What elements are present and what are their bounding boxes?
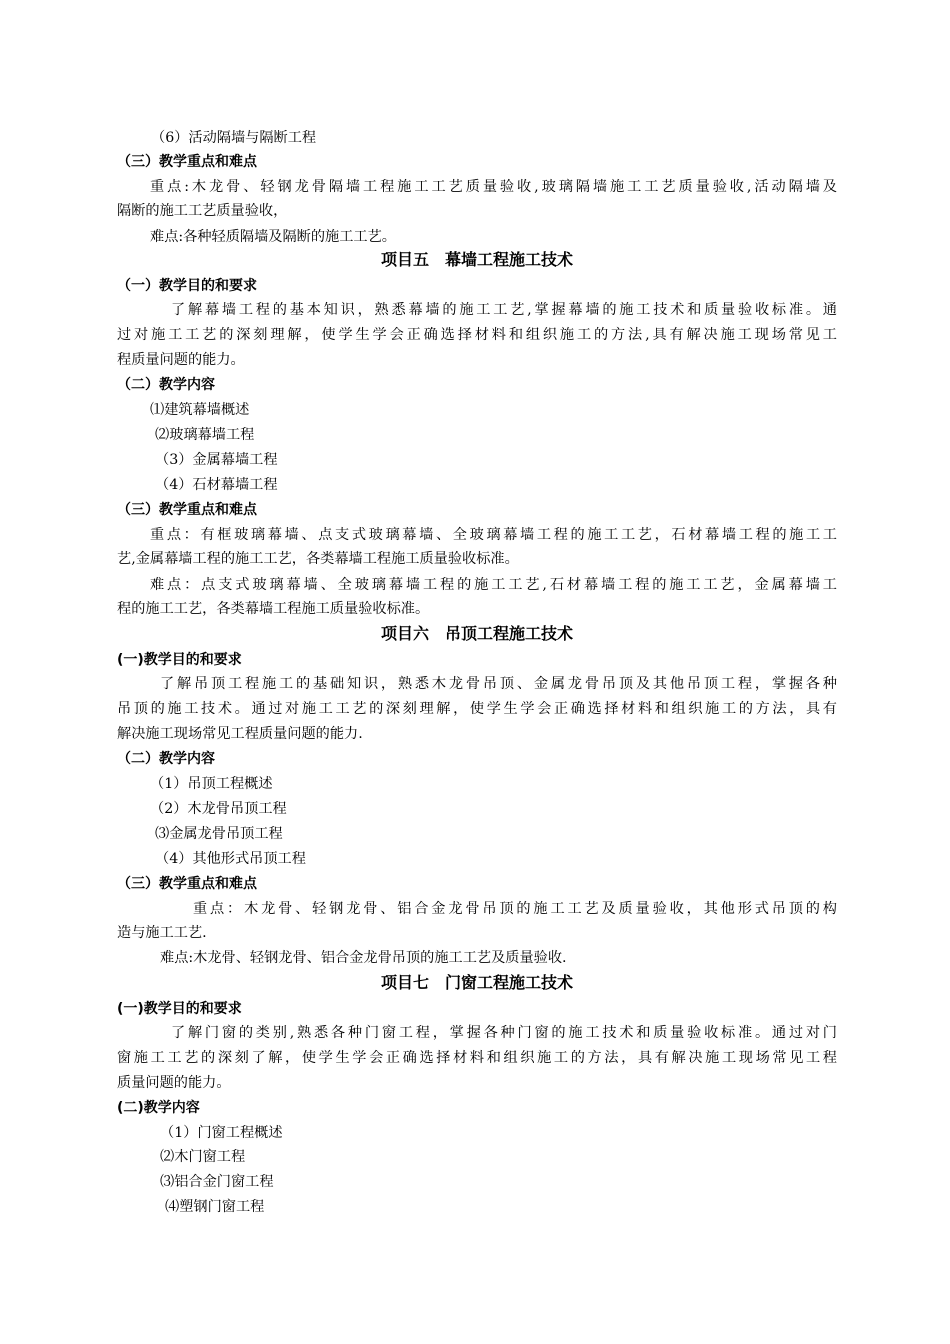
subsection-heading: （二）教学内容 xyxy=(117,377,215,393)
text-line: 了解门窗的类别,熟悉各种门窗工程，掌握各种门窗的施工技术和质量验收标准。通过对门 xyxy=(171,1025,837,1041)
text-line: （2）木龙骨吊顶工程 xyxy=(150,801,287,817)
subsection-heading: （三）教学重点和难点 xyxy=(117,154,257,170)
text-line: ⑶铝合金门窗工程 xyxy=(160,1174,274,1190)
section-title: 项目五 幕墙工程施工技术 xyxy=(380,250,573,269)
text-line: ⑷塑钢门窗工程 xyxy=(165,1199,265,1215)
text-line: 隔断的施工工艺质量验收， xyxy=(117,203,288,219)
text-line: ⑵玻璃幕墙工程 xyxy=(155,427,255,443)
subsection-heading: （二）教学内容 xyxy=(117,751,215,767)
text-line: 吊顶的施工技术。通过对施工工艺的深刻理解，使学生学会正确选择材料和组织施工的方法，具有 xyxy=(117,701,837,717)
text-line: （1）门窗工程概述 xyxy=(160,1125,283,1141)
text-line: 重点：木龙骨、轻钢龙骨、铝合金龙骨吊顶的施工工艺及质量验收，其他形式吊顶的构 xyxy=(193,901,837,917)
subsection-heading: (一)教学目的和要求 xyxy=(117,1001,242,1017)
text-line: ⑶金属龙骨吊顶工程 xyxy=(155,826,283,842)
subsection-heading: (二)教学内容 xyxy=(117,1100,200,1116)
text-line: ⑴建筑幕墙概述 xyxy=(150,402,250,418)
text-line: 造与施工工艺. xyxy=(117,925,207,941)
subsection-heading: （三）教学重点和难点 xyxy=(117,876,257,892)
text-line: ⑵木门窗工程 xyxy=(160,1149,246,1165)
text-line: 解决施工现场常见工程质量问题的能力. xyxy=(117,726,363,742)
section-title: 项目六 吊顶工程施工技术 xyxy=(380,624,573,643)
text-line: 过对施工工艺的深刻理解，使学生学会正确选择材料和组织施工的方法,具有解决施工现场常见工 xyxy=(117,327,837,343)
text-line: 了解幕墙工程的基本知识，熟悉幕墙的施工工艺,掌握幕墙的施工技术和质量验收标准。通 xyxy=(171,302,837,318)
text-line: （4）石材幕墙工程 xyxy=(155,477,278,493)
text-line: （1）吊顶工程概述 xyxy=(150,776,273,792)
text-line: 难点:各种轻质隔墙及隔断的施工工艺。 xyxy=(150,229,396,245)
text-line: 重点:木龙骨、轻钢龙骨隔墙工程施工工艺质量验收,玻璃隔墙施工工艺质量验收,活动隔墙及 xyxy=(150,179,837,195)
text-line: 艺,金属幕墙工程的施工工艺，各类幕墙工程施工质量验收标准。 xyxy=(117,551,519,567)
subsection-heading: (一)教学目的和要求 xyxy=(117,652,242,668)
subsection-heading: （三）教学重点和难点 xyxy=(117,502,257,518)
text-line: （4）其他形式吊顶工程 xyxy=(155,851,306,867)
text-line: 窗施工工艺的深刻了解，使学生学会正确选择材料和组织施工的方法，具有解决施工现场常见工程 xyxy=(117,1050,837,1066)
text-line: （6）活动隔墙与隔断工程 xyxy=(151,130,317,146)
text-line: 了解吊顶工程施工的基础知识，熟悉木龙骨吊顶、金属龙骨吊顶及其他吊顶工程，掌握各种 xyxy=(160,676,837,692)
text-line: 难点：点支式玻璃幕墙、全玻璃幕墙工程的施工工艺,石材幕墙工程的施工工艺，金属幕墙工 xyxy=(150,577,837,593)
text-line: 程质量问题的能力。 xyxy=(117,352,245,368)
text-line: 难点:木龙骨、轻钢龙骨、铝合金龙骨吊顶的施工工艺及质量验收. xyxy=(160,950,567,966)
subsection-heading: （一）教学目的和要求 xyxy=(117,278,257,294)
text-line: 质量问题的能力。 xyxy=(117,1075,231,1091)
text-line: 重点：有框玻璃幕墙、点支式玻璃幕墙、全玻璃幕墙工程的施工工艺，石材幕墙工程的施工工 xyxy=(150,527,837,543)
section-title: 项目七 门窗工程施工技术 xyxy=(380,973,573,992)
text-line: （3）金属幕墙工程 xyxy=(155,452,278,468)
text-line: 程的施工工艺，各类幕墙工程施工质量验收标准。 xyxy=(117,601,430,617)
